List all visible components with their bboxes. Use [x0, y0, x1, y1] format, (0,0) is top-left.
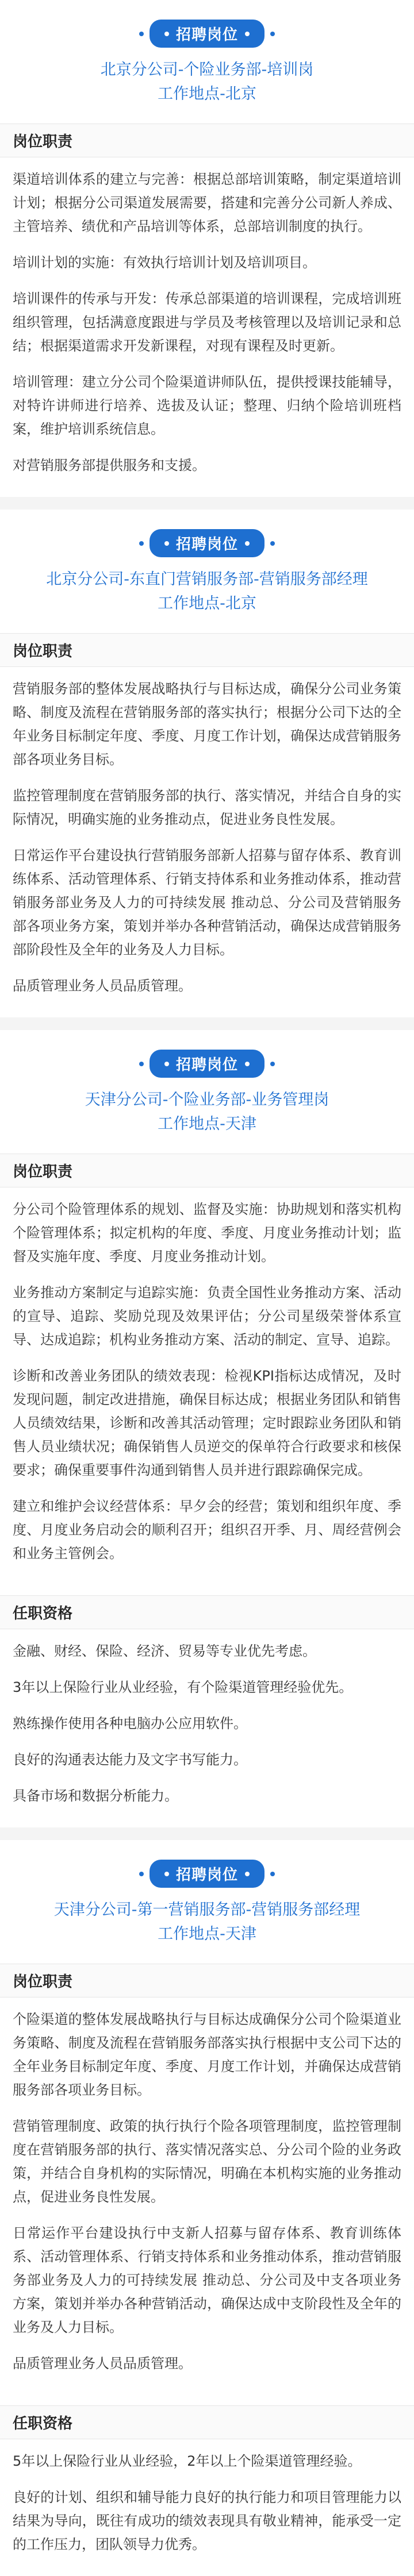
job-location: 工作地点-天津 — [158, 1115, 256, 1133]
job-title — [12, 1088, 402, 1136]
duties-heading: 岗位职责 — [0, 1154, 414, 1187]
duty-item: 培训计划的实施：有效执行培训计划及培训项目。 — [13, 254, 316, 271]
duty-item: 分公司个险管理体系的规划、监督及实施：协助规划和落实机构个险管理体系；拟定机构的年度、季度、月度业务推动计划；监督及实施年度、季度、月度业务推动计划。 — [13, 1201, 401, 1264]
duty-item: 监控管理制度在营销服务部的执行、落实情况，并结合自身的实际情况，明确实施的业务推动点，促进业务良性发展。 — [13, 788, 401, 827]
badge-label: 招聘岗位 — [175, 26, 238, 44]
job-header — [0, 1030, 414, 1142]
job-location: 工作地点-天津 — [158, 1925, 256, 1943]
badge-label: 招聘岗位 — [175, 536, 238, 553]
duty-item: 培训课件的传承与开发：传承总部渠道的培训课程，完成培训班组织管理，包括满意度跟进与学员及考核管理以及培训记录和总结；根据渠道需求开发新课程，对现有课程及时更新。 — [13, 291, 401, 354]
job-title — [12, 58, 402, 106]
duty-item: 品质管理业务人员品质管理。 — [13, 2355, 192, 2371]
job-title-text: 北京分公司-东直门营销服务部-营销服务部经理 — [46, 570, 368, 588]
duty-item: 营销管理制度、政策的执行执行个险各项管理制度，监控管理制度在营销服务部的执行、落实情况落实总、分公司个险的业务政策，并结合自身机构的实际情况，明确在本机构实施的业务推动点，促进业务良性发展。 — [13, 2118, 401, 2205]
requirements-heading: 任职资格 — [0, 1595, 414, 1629]
duty-item: 诊断和改善业务团队的绩效表现：检视KPI指标达成情况，及时发现问题，制定改进措施，确保目标达成；根据业务团队和销售人员绩效结果，诊断和改善其活动管理；定时跟踪业务团队和销售人员业绩状况；确保销售人员逆交的保单符合行政要求和核保要求；确保重要事件沟通到销售人员并进行跟踪确保完成。 — [13, 1368, 401, 1478]
requirement-item: 3年以上保险行业从业经验，有个险渠道管理经验优先。 — [13, 1679, 353, 1695]
badge-dot-icon — [245, 32, 250, 36]
job-title-text: 北京分公司-个险业务部-培训岗 — [100, 61, 314, 79]
duties-list — [0, 667, 414, 1016]
dot-icon — [270, 32, 275, 36]
duty-item: 个险渠道的整体发展战略执行与目标达成确保分公司个险渠道业务策略、制度及流程在营销服务部落实执行根据中支公司下达的全年业务目标制定年度、季度、月度工作计划，并确保达成营销服务部各项业务目标。 — [13, 2011, 401, 2098]
recruiting-badge — [150, 1860, 264, 1888]
section-divider — [0, 497, 414, 510]
job-title — [12, 1898, 402, 1946]
requirement-item: 5年以上保险行业从业经验，2年以上个险渠道管理经验。 — [13, 2453, 362, 2469]
duties-list — [0, 157, 414, 496]
duty-item: 品质管理业务人员品质管理。 — [13, 978, 192, 994]
dot-icon — [139, 1062, 144, 1066]
section-divider — [0, 1827, 414, 1840]
job-card-3 — [0, 1030, 414, 1827]
badge-dot-icon — [245, 541, 250, 546]
duty-item: 日常运作平台建设执行中支新人招募与留存体系、教育训练体系、活动管理体系、行销支持体系和业务推动体系，推动营销服务部业务及人力的可持续发展 推动总、分公司及中支各项业务方案，策划并举办各种营销活动，确保达成中支阶段性及全年的业务及人力目标。 — [13, 2225, 401, 2335]
recruiting-badge — [150, 20, 264, 48]
badge-row — [12, 20, 402, 48]
duties-list — [0, 1187, 414, 1584]
job-header — [0, 1840, 414, 1952]
requirement-item: 具备市场和数据分析能力。 — [13, 1788, 178, 1804]
dot-icon — [270, 1062, 275, 1066]
duty-item: 业务推动方案制定与追踪实施：负责全国性业务推动方案、活动的宣导、追踪、奖励兑现及效果评估；分公司星级荣誉体系宣导、达成追踪；机构业务推动方案、活动的制定、宣导、追踪。 — [13, 1285, 401, 1348]
duties-heading: 岗位职责 — [0, 1964, 414, 1997]
requirement-item: 良好的沟通表达能力及文字书写能力。 — [13, 1752, 247, 1768]
dot-icon — [139, 1872, 144, 1876]
duty-item: 对营销服务部提供服务和支援。 — [13, 457, 206, 473]
duty-item: 渠道培训体系的建立与完善：根据总部培训策略，制定渠道培训计划；根据分公司渠道发展需要，搭建和完善分公司新人养成、主管培养、绩优和产品培训等体系，总部培训制度的执行。 — [13, 171, 401, 234]
dot-icon — [270, 1872, 275, 1876]
job-card-4 — [0, 1840, 414, 2576]
badge-label: 招聘岗位 — [175, 1056, 238, 1074]
job-title — [12, 568, 402, 616]
job-header — [0, 510, 414, 622]
duty-item: 建立和维护会议经营体系：早夕会的经营；策划和组织年度、季度、月度业务启动会的顺利召开；组织召开季、月、周经营例会和业务主管例会。 — [13, 1498, 401, 1561]
duties-heading: 岗位职责 — [0, 124, 414, 157]
badge-dot-icon — [164, 1062, 169, 1066]
duties-heading: 岗位职责 — [0, 633, 414, 667]
dot-icon — [139, 541, 144, 546]
badge-dot-icon — [245, 1872, 250, 1876]
job-title-text: 天津分公司-第一营销服务部-营销服务部经理 — [53, 1901, 361, 1919]
requirement-item: 金融、财经、保险、经济、贸易等专业优先考虑。 — [13, 1643, 316, 1659]
job-card-2 — [0, 510, 414, 1017]
requirement-item: 熟练操作使用各种电脑办公应用软件。 — [13, 1715, 247, 1732]
job-location: 工作地点-北京 — [158, 85, 256, 103]
requirements-list — [0, 1629, 414, 1826]
badge-dot-icon — [245, 1062, 250, 1066]
dot-icon — [139, 32, 144, 36]
badge-row — [12, 1050, 402, 1078]
section-divider — [0, 1017, 414, 1030]
badge-label: 招聘岗位 — [175, 1867, 238, 1884]
badge-row — [12, 529, 402, 557]
recruiting-badge — [150, 529, 264, 557]
requirements-list — [0, 2439, 414, 2575]
badge-row — [12, 1860, 402, 1888]
badge-dot-icon — [164, 541, 169, 546]
duties-list — [0, 1997, 414, 2394]
badge-dot-icon — [164, 32, 169, 36]
requirements-heading: 任职资格 — [0, 2405, 414, 2439]
job-card-1 — [0, 0, 414, 497]
badge-dot-icon — [164, 1872, 169, 1876]
job-title-text: 天津分公司-个险业务部-业务管理岗 — [85, 1091, 329, 1109]
duty-item: 日常运作平台建设执行营销服务部新人招募与留存体系、教育训练体系、活动管理体系、行销支持体系和业务推动体系，推动营销服务部业务及人力的可持续发展 推动总、分公司及营销服务部各项业务方案，策划并举办各种营销活动，确保达成营销服务部阶段性及全年的业务及人力目标。 — [13, 847, 401, 958]
duty-item: 培训管理：建立分公司个险渠道讲师队伍，提供授课技能辅导，对特许讲师进行培养、选拔及认证；整理、归纳个险培训班档案，维护培训系统信息。 — [13, 374, 401, 437]
recruiting-badge — [150, 1050, 264, 1078]
dot-icon — [270, 541, 275, 546]
requirement-item: 良好的计划、组织和辅导能力良好的执行能力和项目管理能力以结果为导向，既往有成功的绩效表现具有敬业精神，能承受一定的工作压力，团队领导力优秀。 — [13, 2489, 401, 2552]
job-header — [0, 0, 414, 112]
job-location: 工作地点-北京 — [158, 595, 256, 612]
duty-item: 营销服务部的整体发展战略执行与目标达成，确保分公司业务策略、制度及流程在营销服务部的落实执行；根据分公司下达的全年业务目标制定年度、季度、月度工作计划，确保达成营销服务部各项业务目标。 — [13, 681, 401, 768]
